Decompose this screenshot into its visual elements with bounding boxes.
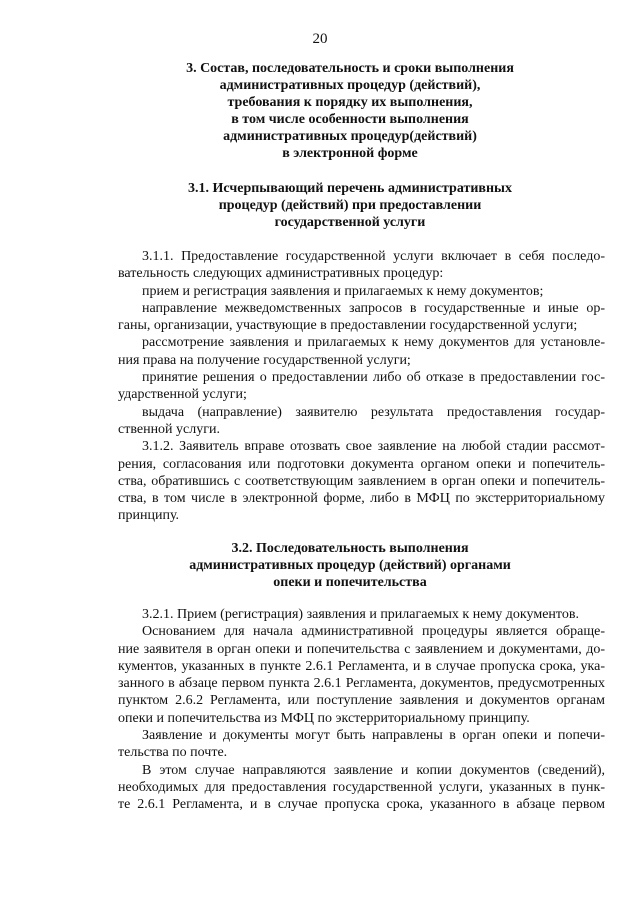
- text-line: направление межведомственных запросов в государственные и иные ор-: [142, 300, 605, 316]
- text-line: занного в абзаце первом пункта 2.6.1 Регламента, документов, предусмотренных: [118, 676, 605, 692]
- section-3-2-body: [118, 606, 605, 814]
- heading-line: административных процедур(действий): [223, 129, 477, 144]
- text-line: пунктом 2.6.2 Регламента, или поступление заявления и документов органам: [118, 693, 605, 709]
- heading-line: государственной услуги: [274, 215, 426, 230]
- text-line: вательность следующих административных процедур:: [118, 266, 444, 282]
- list-item-issuance: [118, 404, 605, 439]
- heading-line: административных процедур (действий) органами: [189, 558, 511, 573]
- text-line: 3.2.1. Прием (регистрация) заявления и прилагаемых к нему документов.: [142, 607, 579, 622]
- list-item-decision: [118, 369, 605, 404]
- text-line: Заявление и документы могут быть направлены в орган опеки и попечи-: [142, 728, 605, 744]
- section-3-title: [100, 60, 600, 162]
- list-item-review: [118, 334, 605, 369]
- list-item-requests: [118, 300, 605, 335]
- heading-line: требования к порядку их выполнения,: [227, 95, 473, 110]
- heading-line: 3. Состав, последовательность и сроки выполнения: [186, 61, 514, 76]
- text-line: кументов, указанных в пункте 2.6.1 Регламента, и в случае пропуска срока, ука-: [118, 658, 605, 674]
- text-line: принятие решения о предоставлении либо об отказе в предоставлении гос-: [142, 370, 605, 386]
- text-line: те 2.6.1 Регламента, и в случае пропуска срока, указанного в абзаце первом: [118, 797, 605, 813]
- paragraph-3-2-1: [118, 606, 605, 623]
- text-line: 3.1.2. Заявитель вправе отозвать свое заявление на любой стадии рассмот-: [142, 439, 605, 455]
- text-line: принципу.: [118, 508, 180, 524]
- text-line: рассмотрение заявления и прилагаемых к нему документов для установле-: [142, 335, 605, 351]
- text-line: прием и регистрация заявления и прилагаемых к нему документов;: [142, 283, 544, 299]
- section-3-1-title: [100, 180, 600, 231]
- heading-line: процедур (действий) при предоставлении: [218, 198, 482, 213]
- text-line: В этом случае направляются заявление и копии документов (сведений),: [142, 762, 605, 778]
- page-number: 20: [312, 31, 328, 47]
- heading-line: в электронной форме: [282, 146, 418, 161]
- text-line: опеки и попечительства из МФЦ по экстерриториальному принципу.: [118, 710, 530, 726]
- text-line: ганы, организации, участвующие в предоставлении государственной услуги;: [118, 318, 578, 334]
- text-line: необходимых для предоставления государственной услуги, указанных в пунк-: [118, 779, 605, 795]
- heading-line: административных процедур (действий),: [219, 78, 481, 93]
- text-line: выдача (направление) заявителю результата предоставления государ-: [142, 404, 605, 420]
- heading-line: в том числе особенности выполнения: [231, 112, 469, 127]
- paragraph-3-1-1: [118, 248, 605, 283]
- text-line: Основанием для начала административной процедуры является обраще-: [142, 624, 605, 640]
- text-line: 3.1.1. Предоставление государственной услуги включает в себя последо-: [142, 249, 605, 264]
- text-line: ния права на получение государственной услуги;: [118, 352, 411, 368]
- heading-line: 3.1. Исчерпывающий перечень административных: [188, 181, 512, 196]
- list-item-reception: [118, 283, 605, 300]
- heading-line: опеки и попечительства: [273, 575, 427, 590]
- section-3-1-body: [118, 248, 605, 525]
- paragraph-mail: [118, 727, 605, 762]
- text-line: ние заявителя в орган опеки и попечительства с заявлением и документами, до-: [118, 641, 605, 657]
- text-line: ственной услуги.: [118, 421, 220, 437]
- heading-line: 3.2. Последовательность выполнения: [231, 541, 469, 556]
- text-line: ства, в том числе в электронной форме, либо в МФЦ по экстерриториальному: [118, 491, 605, 507]
- text-line: ударственной услуги;: [118, 387, 247, 403]
- section-3-2-title: [100, 540, 600, 591]
- paragraph-copies: [118, 762, 605, 814]
- text-line: тельства по почте.: [118, 745, 228, 761]
- text-line: рения, согласования или подготовки документа органом опеки и попечитель-: [118, 456, 605, 472]
- text-line: ства, обратившись с соответствующим заявлением в орган опеки и попечитель-: [118, 473, 605, 489]
- paragraph-3-1-2: [118, 438, 605, 524]
- paragraph-basis: [118, 623, 605, 727]
